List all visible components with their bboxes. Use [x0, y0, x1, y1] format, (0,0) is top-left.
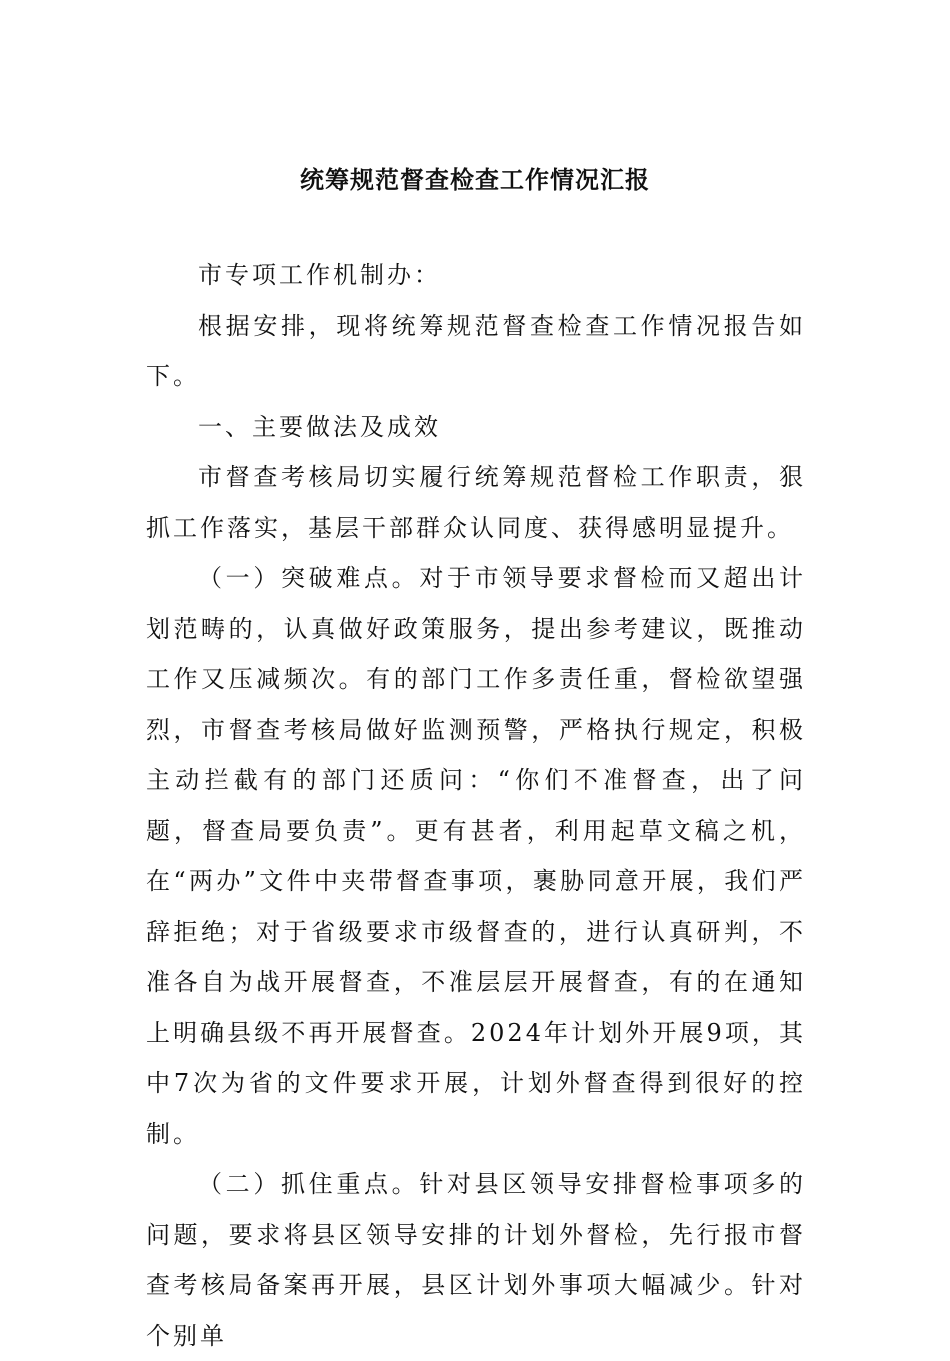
intro-paragraph: 根据安排，现将统筹规范督查检查工作情况报告如下。: [146, 311, 806, 390]
document-body: [146, 250, 806, 1361]
document-title: 统筹规范督查检查工作情况汇报: [300, 165, 650, 194]
salutation-paragraph: 市专项工作机制办：: [198, 261, 441, 289]
body-paragraph: （一）突破难点。对于市领导要求督检而又超出计划范畴的，认真做好政策服务，提出参考建议，既推动工作又压减频次。有的部门工作多责任重，督检欲望强烈，市督查考核局做好监测预警，严格执行规定，积极主动拦截有的部门还质问：“你们不准督查，出了问题，督查局要负责”。更有甚者，利用起草文稿之机，在“两办”文件中夹带督查事项，裹胁同意开展，我们严辞拒绝；对于省级要求市级督查的，进行认真研判，不准各自为战开展督查，不准层层开展督查，有的在通知上明确县级不再开展督查。2024年计划外开展9项，其中7次为省的文件要求开展，计划外督查得到很好的控制。: [146, 564, 806, 1148]
body-paragraph: 市督查考核局切实履行统筹规范督检工作职责，狠抓工作落实，基层干部群众认同度、获得感明显提升。: [146, 463, 806, 542]
section-heading: 一、主要做法及成效: [198, 412, 441, 441]
body-paragraph: （二）抓住重点。针对县区领导安排督检事项多的问题，要求将县区领导安排的计划外督检，先行报市督查考核局备案再开展，县区计划外事项大幅减少。针对个别单: [146, 1170, 806, 1350]
